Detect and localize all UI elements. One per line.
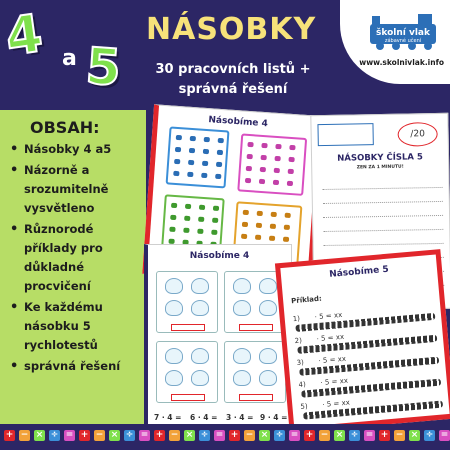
row-expression: · 5 = xx: [320, 376, 349, 388]
object-dot: [261, 155, 267, 160]
object-dot: [175, 147, 181, 152]
fish-bowl-icon: [259, 348, 277, 364]
fish-bowl-icon: [259, 300, 277, 316]
math-symbol-icon: +: [380, 430, 389, 440]
object-dot: [256, 223, 262, 228]
math-symbol-icon: −: [245, 430, 254, 440]
contents-item: • Násobky 4 a5: [8, 140, 146, 159]
object-dot: [215, 174, 221, 179]
subtitle-line-1: 30 pracovních listů +: [155, 62, 311, 77]
math-symbol-icon: ×: [335, 430, 344, 440]
object-dot: [269, 236, 275, 241]
object-dot: [284, 225, 290, 230]
worksheet-subtitle: ZEN ZA 1 MINUTU!: [356, 164, 404, 171]
bowl-group: [224, 341, 286, 403]
bowl-group: [156, 271, 218, 333]
answer-box: [171, 394, 205, 401]
math-symbol-icon: −: [20, 430, 29, 440]
worksheet-multiply-4-bowls: [144, 244, 292, 426]
math-symbol-icon: +: [230, 430, 239, 440]
object-dot: [288, 157, 294, 162]
math-symbol-icon: =: [365, 430, 374, 440]
math-symbol-icon: −: [320, 430, 329, 440]
object-dot: [257, 211, 263, 216]
math-symbol-icon: ÷: [425, 430, 434, 440]
test-row: [323, 206, 443, 218]
object-dot: [213, 206, 219, 211]
test-row: [323, 192, 443, 204]
object-dot: [199, 205, 205, 210]
row-expression: · 5 = xx: [316, 332, 345, 344]
row-label: 4): [298, 380, 307, 389]
object-dot: [273, 180, 279, 185]
math-symbol-icon: =: [440, 430, 449, 440]
fish-bowl-icon: [233, 300, 251, 316]
math-symbol-icon: ×: [185, 430, 194, 440]
math-symbol-icon: =: [140, 430, 149, 440]
math-symbol-icon: =: [215, 430, 224, 440]
fish-bowl-icon: [233, 278, 251, 294]
subtitle-line-2: správná řešení: [178, 82, 288, 97]
row-label: 3): [296, 358, 305, 368]
object-dot: [255, 235, 261, 240]
object-dot: [170, 215, 176, 220]
worksheet-previews: [146, 110, 450, 424]
equation: 7 · 4 =: [154, 413, 182, 422]
object-dot: [270, 224, 276, 229]
instruction-box: [317, 123, 373, 146]
math-symbol-icon: −: [95, 430, 104, 440]
object-dot: [288, 169, 294, 174]
test-row: [323, 234, 443, 246]
logo-url: www.skolnivlak.info: [359, 58, 444, 67]
worksheet-title: Násobíme 4: [189, 251, 250, 261]
object-dot: [187, 172, 193, 177]
row-expression: · 5 = xx: [322, 398, 351, 409]
math-symbol-icon: ÷: [200, 430, 209, 440]
math-symbol-icon: ÷: [350, 430, 359, 440]
bowl-group: [156, 341, 218, 403]
equation: 6 · 4 =: [190, 413, 218, 422]
subtitle: [140, 60, 326, 100]
fish-bowl-icon: [259, 278, 277, 294]
contents-item: • Různorodé příklady pro důkladné procvičení: [8, 220, 146, 296]
object-dot: [247, 154, 253, 159]
equation: 9 · 4 =: [260, 413, 288, 422]
object-dot: [184, 216, 190, 221]
fish-bowl-icon: [191, 278, 209, 294]
contents-item: • Názorně a srozumitelně vysvětleno: [8, 161, 146, 218]
object-dot: [183, 228, 189, 233]
math-symbol-icon: ×: [35, 430, 44, 440]
object-dot: [176, 135, 182, 140]
math-symbol-icon: ÷: [125, 430, 134, 440]
object-dot: [271, 212, 277, 217]
math-symbol-icon: ÷: [50, 430, 59, 440]
object-dot: [212, 218, 218, 223]
fish-bowl-icon: [165, 300, 183, 316]
object-dot: [275, 144, 281, 149]
contents-item: • správná řešení: [8, 357, 146, 376]
math-symbol-icon: =: [65, 430, 74, 440]
math-symbol-icon: +: [80, 430, 89, 440]
object-dot: [173, 171, 179, 176]
math-symbol-icon: +: [5, 430, 14, 440]
fish-bowl-icon: [233, 348, 251, 364]
object-dot: [283, 237, 289, 242]
digit-four: 4: [2, 3, 47, 69]
object-dot: [274, 168, 280, 173]
answer-box: [239, 324, 273, 331]
object-dot: [171, 203, 177, 208]
test-row: [323, 220, 443, 232]
contents-panel: [0, 110, 146, 424]
contents-list: [8, 140, 146, 378]
fish-bowl-icon: [259, 370, 277, 386]
object-dot: [174, 159, 180, 164]
math-symbol-icon: ×: [110, 430, 119, 440]
row-expression: · 5 = xx: [314, 310, 343, 322]
object-dot: [169, 227, 175, 232]
math-symbol-icon: ×: [260, 430, 269, 440]
fish-bowl-icon: [191, 348, 209, 364]
test-row: [322, 178, 442, 190]
object-dot: [261, 143, 267, 148]
math-symbol-icon: +: [305, 430, 314, 440]
object-dot: [218, 138, 224, 143]
object-dot: [243, 210, 249, 215]
object-dot: [241, 234, 247, 239]
score-circle: /20: [397, 122, 437, 147]
object-dot: [242, 222, 248, 227]
math-symbol-icon: ×: [410, 430, 419, 440]
object-dot: [259, 179, 265, 184]
math-symbol-icon: ÷: [275, 430, 284, 440]
object-dot: [204, 137, 210, 142]
object-dot: [245, 178, 251, 183]
math-symbol-icon: +: [155, 430, 164, 440]
object-dot: [190, 136, 196, 141]
worksheet-multiply-5-beads: [275, 249, 450, 433]
object-dot: [203, 149, 209, 154]
page-title: NÁSOBKY: [146, 12, 317, 47]
math-symbol-icon: =: [290, 430, 299, 440]
fish-bowl-icon: [165, 370, 183, 386]
object-dot: [289, 145, 295, 150]
fish-bowl-icon: [191, 300, 209, 316]
worksheet-title: Násobíme 5: [328, 264, 390, 280]
logo-tagline: zábavné učení: [384, 38, 422, 44]
object-dot: [260, 167, 266, 172]
object-dot: [274, 156, 280, 161]
object-dot: [216, 162, 222, 167]
connector-a: a: [62, 46, 77, 71]
object-dot: [201, 173, 207, 178]
equation: 3 · 4 =: [226, 413, 254, 422]
object-dot: [185, 204, 191, 209]
row-label: 1): [292, 314, 301, 324]
fish-bowl-icon: [191, 370, 209, 386]
object-dot: [246, 166, 252, 171]
logo-brand: školní vlak: [375, 28, 431, 38]
object-dot: [198, 217, 204, 222]
test-rows: [311, 114, 447, 116]
contents-item: • Ke každému násobku 5 rychlotestů: [8, 298, 146, 355]
object-dot: [211, 230, 217, 235]
fish-bowl-icon: [233, 370, 251, 386]
worksheet-title: Násobíme 4: [208, 115, 269, 130]
object-dot: [247, 142, 253, 147]
dot-group: [237, 133, 307, 195]
digit-five: 5: [84, 36, 123, 98]
row-expression: · 5 = xx: [318, 354, 347, 366]
dot-group: [166, 126, 230, 188]
object-dot: [287, 181, 293, 186]
object-dot: [217, 150, 223, 155]
example-label: Příklad:: [290, 294, 323, 306]
math-symbol-icon: −: [170, 430, 179, 440]
worksheet-title: NÁSOBKY ČÍSLA 5: [337, 152, 423, 164]
row-label: 5): [300, 402, 309, 411]
fish-bowl-icon: [165, 278, 183, 294]
object-dot: [188, 160, 194, 165]
answer-box: [239, 394, 273, 401]
fish-bowl-icon: [165, 348, 183, 364]
answer-box: [171, 324, 205, 331]
object-dot: [189, 148, 195, 153]
train-logo-icon: [368, 12, 438, 52]
object-dot: [285, 213, 291, 218]
contents-heading: OBSAH:: [30, 118, 100, 137]
object-dot: [197, 229, 203, 234]
object-dot: [202, 161, 208, 166]
math-symbol-strip: [0, 424, 450, 450]
row-label: 2): [294, 336, 303, 346]
math-symbol-icon: −: [395, 430, 404, 440]
